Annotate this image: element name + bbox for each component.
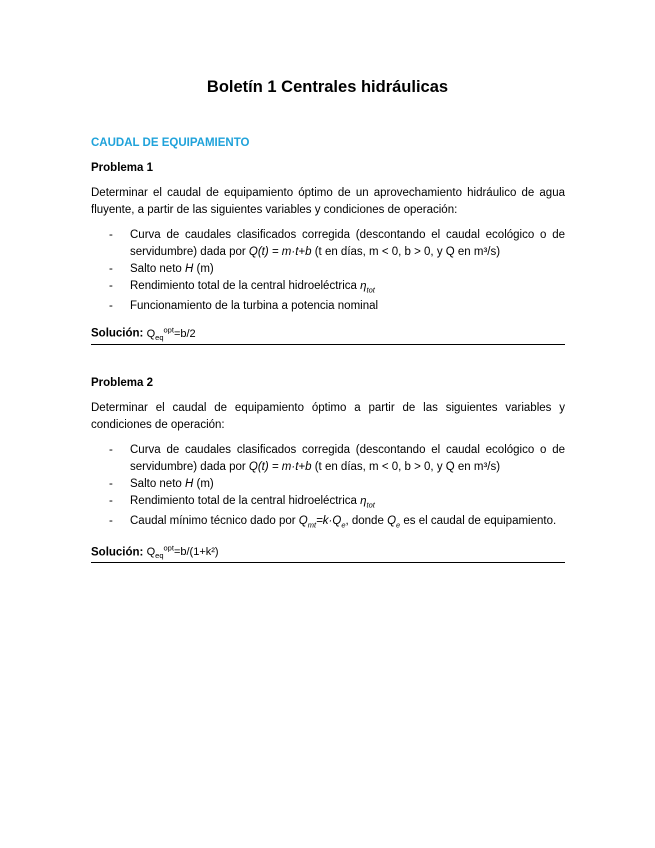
- formula-qmt-mid: =k·Q: [316, 515, 342, 528]
- var-h: H: [184, 478, 194, 490]
- bullet-dash: -: [109, 229, 113, 241]
- conditions-list: [91, 227, 565, 315]
- condition-text: Salto neto: [130, 478, 185, 490]
- condition-item: [91, 513, 565, 533]
- bullet-dash: -: [109, 444, 113, 456]
- solution-tail: =b/2: [173, 327, 196, 340]
- solution-line: [91, 544, 565, 564]
- formula-qmt-sub: mt: [307, 520, 317, 530]
- solution-sup: opt: [163, 543, 174, 553]
- condition-text: Funcionamiento de la turbina a potencia nominal: [130, 300, 379, 313]
- var-eta-sub: tot: [366, 500, 375, 510]
- condition-item: [91, 442, 565, 476]
- solution-line: [91, 325, 565, 345]
- problem-1: [91, 162, 565, 345]
- problem-title: Problema 2: [91, 377, 153, 389]
- solution-value: [146, 543, 219, 561]
- section-heading: CAUDAL DE EQUIPAMIENTO: [91, 137, 250, 149]
- var-qe-sub: e: [396, 520, 401, 530]
- var-eta: η: [360, 495, 367, 507]
- bullet-dash: -: [109, 280, 113, 292]
- condition-item: [91, 261, 565, 278]
- condition-tail: (t en días, m < 0, b > 0, y Q en m³/s): [311, 246, 501, 258]
- bullet-dash: -: [109, 495, 113, 507]
- problem-intro: Determinar el caudal de equipamiento óptimo a partir de las siguientes variables y condiciones de operación:: [91, 402, 565, 431]
- condition-text: Rendimiento total de la central hidroeléctrica: [130, 495, 361, 507]
- solution-label: Solución:: [91, 327, 144, 340]
- solution-sup: opt: [163, 325, 174, 335]
- formula-qe-sub: e: [341, 520, 346, 530]
- condition-text: Salto neto: [130, 263, 185, 275]
- condition-text: Curva de caudales clasificados corregida (descontando el caudal ecológico o de servidumbre) dada por: [130, 444, 565, 473]
- condition-item: [91, 298, 565, 315]
- condition-tail: (m): [193, 263, 214, 275]
- solution-value: [146, 325, 196, 343]
- condition-mid: , donde: [345, 515, 388, 528]
- solution-label: Solución:: [91, 546, 144, 559]
- solution-q: Q: [146, 327, 156, 340]
- var-eta-sub: tot: [366, 285, 375, 295]
- condition-text: Curva de caudales clasificados corregida (descontando el caudal ecológico o de servidumbre) dada por: [130, 229, 565, 258]
- bullet-dash: -: [109, 263, 113, 275]
- solution-tail: =b/(1+k²): [173, 546, 219, 559]
- formula-qmt: Q: [298, 515, 308, 528]
- problem-title: Problema 1: [91, 162, 153, 174]
- bullet-dash: -: [109, 515, 113, 528]
- condition-text: Caudal mínimo técnico dado por: [130, 515, 299, 528]
- solution-sub: eq: [155, 551, 164, 561]
- problem-2: [91, 377, 565, 563]
- condition-tail: (m): [193, 478, 214, 490]
- condition-item: [91, 493, 565, 513]
- condition-item: [91, 476, 565, 493]
- var-h: H: [184, 263, 194, 275]
- document-title: Boletín 1 Centrales hidráulicas: [206, 78, 449, 96]
- problem-intro: Determinar el caudal de equipamiento óptimo de un aprovechamiento hidráulico de agua fluyente, a partir de las siguientes variables y condiciones de operación:: [91, 187, 565, 216]
- formula-curve: Q(t) = m·t+b: [248, 461, 312, 473]
- conditions-list: [91, 442, 565, 534]
- condition-tail: es el caudal de equipamiento.: [400, 515, 557, 528]
- solution-q: Q: [146, 546, 156, 559]
- condition-tail: (t en días, m < 0, b > 0, y Q en m³/s): [311, 461, 501, 473]
- condition-item: [91, 227, 565, 261]
- bullet-dash: -: [109, 300, 113, 313]
- var-eta: η: [360, 280, 367, 292]
- condition-text: Rendimiento total de la central hidroeléctrica: [130, 280, 361, 292]
- solution-sub: eq: [155, 333, 164, 343]
- formula-curve: Q(t) = m·t+b: [248, 246, 312, 258]
- bullet-dash: -: [109, 478, 113, 490]
- condition-item: [91, 278, 565, 298]
- var-qe: Q: [387, 515, 397, 528]
